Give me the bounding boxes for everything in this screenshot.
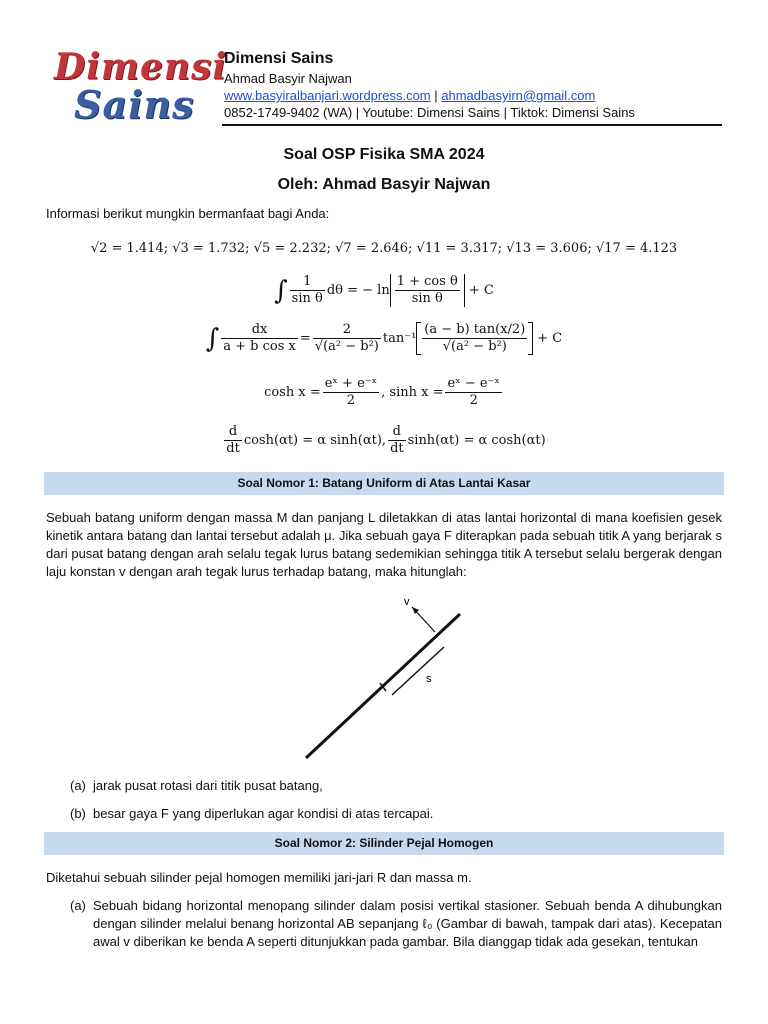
section-header-1: Soal Nomor 1: Batang Uniform di Atas Lantai Kasar bbox=[44, 472, 724, 495]
formula-integral-cos: ∫ $\frac{dx}{\text{a + b cos x}}$ = $\frac{2}{\text{√(a² − b²)}}$ tan⁻¹ $\frac{(a - b) \tan(x/2)}{\text{√(a² − b²)}}$ + C bbox=[205, 322, 563, 354]
info-text: Informasi berikut mungkin bermanfaat bagi Anda: bbox=[46, 206, 330, 221]
problem-2-item-a: (a) Sebuah bidang horizontal menopang silinder dalam posisi vertikal stasioner. Sebuah benda A dihubungkan dengan silinder melalui benang horizontal AB sepanjang ℓ₀ (Gambar di bawah, tampak dari atas). Kecepatan awal v diberikan ke benda A seperti ditunjukkan pada gambar. Bila dianggap tidak ada gesekan, tentukan bbox=[70, 898, 722, 949]
logo-text-sains: Sains bbox=[74, 82, 195, 127]
formula-integral-csc: ∫ $\frac{1}{\text{sin θ}}$ dθ = − ln $\frac{\text{1 + cos θ}}{\text{sin θ}}$ + C bbox=[274, 274, 494, 306]
link-separator: | bbox=[430, 88, 442, 103]
website-link[interactable]: www.basyiralbanjari.wordpress.com bbox=[224, 88, 431, 103]
problem-1-item-b: (b) besar gaya F yang diperlukan agar kondisi di atas tercapai. bbox=[70, 806, 434, 821]
header-divider bbox=[222, 124, 722, 126]
formula-square-roots: √2 = 1.414; √3 = 1.732; √5 = 2.232; √7 = 2.646; √11 = 3.317; √13 = 3.606; √17 = 4.123 bbox=[90, 241, 678, 256]
distance-label: s bbox=[426, 673, 432, 685]
email-link[interactable]: ahmadbasyirn@gmail.com bbox=[441, 88, 596, 103]
formula-hyperbolic: cosh x = $\frac{\text{eˣ + e⁻ˣ}}{2}$ , sinh x = $\frac{\text{eˣ − e⁻ˣ}}{2}$ bbox=[264, 376, 500, 408]
rod-figure bbox=[296, 590, 476, 770]
problem-1-text: Sebuah batang uniform dengan massa M dan panjang L diletakkan di atas lantai horizontal di mana koefisien gesek kinetik antara batang dan lantai tersebut adalah μ. Jika sebuah gaya F diterapkan pada sebuah titik A yang berjarak s dari pusat batang dengan arah selalu tegak lurus batang sedemikian sehingga titik A tersebut selalu bergerak dengan laju konstan v dengan arah tegak lurus terhadap batang, maka hitunglah: bbox=[46, 510, 722, 579]
contact-line: 0852-1749-9402 (WA) | Youtube: Dimensi Sains | Tiktok: Dimensi Sains bbox=[224, 105, 635, 120]
dimensi-sains-logo bbox=[48, 46, 228, 127]
logo-text-dimensi: Dimensi bbox=[54, 46, 228, 88]
author-name: Ahmad Basyir Najwan bbox=[224, 71, 352, 86]
formula-derivatives: $\frac{d}{dt}$ cosh(αt) = α sinh(αt), $\frac{d}{dt}$ sinh(αt) = α cosh(αt) bbox=[226, 424, 546, 456]
section-header-2: Soal Nomor 2: Silinder Pejal Homogen bbox=[44, 832, 724, 855]
links-line bbox=[224, 87, 635, 104]
brand-name: Dimensi Sains bbox=[224, 50, 334, 67]
header-info bbox=[224, 48, 635, 121]
document-subtitle: Oleh: Ahmad Basyir Najwan bbox=[277, 176, 491, 193]
velocity-label: v bbox=[404, 596, 410, 608]
problem-2-text: Diketahui sebuah silinder pejal homogen memiliki jari-jari R dan massa m. bbox=[46, 870, 472, 885]
problem-1-item-a: (a) jarak pusat rotasi dari titik pusat batang, bbox=[70, 778, 323, 793]
document-title: Soal OSP Fisika SMA 2024 bbox=[283, 146, 485, 163]
